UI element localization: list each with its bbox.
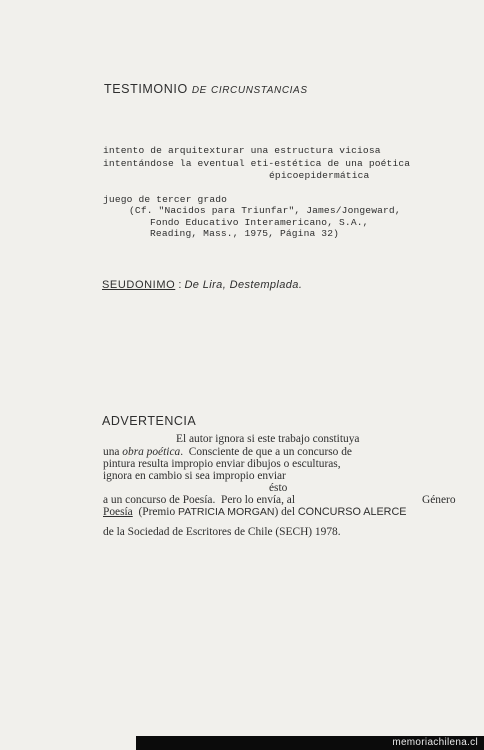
juego-line-4: Reading, Mass., 1975, Página 32) xyxy=(150,228,340,239)
advertencia-heading: ADVERTENCIA xyxy=(102,414,197,428)
advertencia-line-1: El autor ignora si este trabajo constituya xyxy=(176,433,360,445)
subtitle-line-2: intentándose la eventual eti-estética de una poética xyxy=(103,158,411,169)
seudonimo-label: SEUDONIMO xyxy=(102,279,176,291)
premio-name: PATRICIA MORGAN xyxy=(178,506,275,518)
advertencia-line-5: ésto xyxy=(269,482,288,494)
seudonimo-value: De Lira, Destemplada. xyxy=(184,279,303,291)
seudonimo-line xyxy=(102,279,302,291)
title-word-circunstancias: CIRCUNSTANCIAS xyxy=(211,85,308,96)
title-word-testimonio: TESTIMONIO xyxy=(104,82,188,96)
juego-line-2: (Cf. "Nacidos para Triunfar", James/Jongeward, xyxy=(129,205,401,216)
concurso-name: CONCURSO ALERCE xyxy=(297,506,407,518)
advertencia-line-2: una obra poética. Consciente de que a un concurso de xyxy=(103,446,352,458)
subtitle-line-1: intento de arquitexturar una estructura viciosa xyxy=(103,145,381,156)
subtitle-line-3: épicoepidermática xyxy=(269,170,370,181)
advertencia-line-4: ignora en cambio si sea impropio enviar xyxy=(103,470,286,482)
advertencia-line-7: Poesía (Premio PATRICIA MORGAN) del CONCURSO ALERCE xyxy=(103,506,407,518)
title-word-de: DE xyxy=(191,85,207,96)
seudonimo-separator: : xyxy=(178,279,182,291)
genero-word: Género xyxy=(422,494,456,506)
poesia-word: Poesía xyxy=(182,494,213,506)
advertencia-line-3: pintura resulta impropio enviar dibujos o esculturas, xyxy=(103,458,341,470)
obra-poetica-emphasis: obra poética xyxy=(122,446,181,458)
advertencia-line-8: de la Sociedad de Escritores de Chile (SECH) 1978. xyxy=(103,526,341,538)
watermark-bar xyxy=(136,736,484,750)
poesia-underlined: Poesía xyxy=(103,506,133,518)
watermark-text: memoriachilena.cl xyxy=(392,737,478,748)
advertencia-line-6: a un concurso de Poesía. Pero lo envía, al xyxy=(103,494,296,506)
juego-line-3: Fondo Educativo Interamericano, S.A., xyxy=(150,217,369,228)
juego-line-1: juego de tercer grado xyxy=(103,194,228,205)
document-title xyxy=(104,82,308,96)
